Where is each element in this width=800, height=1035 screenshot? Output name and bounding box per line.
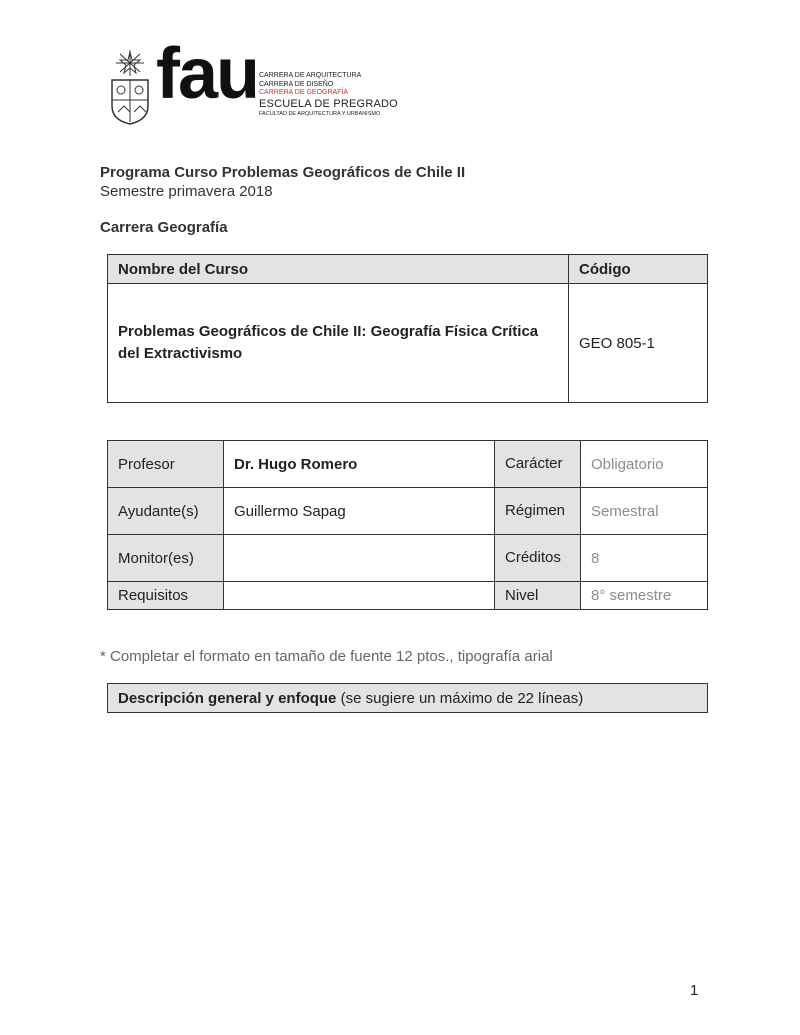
logo-line-arquitectura: CARRERA DE ARQUITECTURA [259,72,362,79]
monitor-value [224,535,495,582]
career-label: Carrera Geografía [100,219,228,236]
description-hint: (se sugiere un máximo de 22 líneas) [340,689,584,707]
course-code-value: GEO 805-1 [569,284,708,403]
nivel-label: Nivel [495,582,581,610]
course-code-header: Código [569,255,708,284]
ayudante-label: Ayudante(s) [108,488,224,535]
fau-logo [108,34,408,130]
caracter-label: Carácter [495,441,581,488]
profesor-label: Profesor [108,441,224,488]
regimen-value: Semestral [581,488,708,535]
creditos-value: 8 [581,535,708,582]
course-name-header: Nombre del Curso [108,255,569,284]
ayudante-value: Guillermo Sapag [224,488,495,535]
logo-line-diseno: CARRERA DE DISEÑO [259,80,334,88]
course-table [107,254,708,403]
table-row [108,582,708,610]
regimen-label: Régimen [495,488,581,535]
caracter-value: Obligatorio [581,441,708,488]
table-row [108,441,708,488]
page-title: Programa Curso Problemas Geográficos de Chile II [100,164,466,181]
creditos-label: Créditos [495,535,581,582]
description-heading: Descripción general y enfoque [118,689,337,707]
requisitos-label: Requisitos [108,582,224,610]
profesor-value: Dr. Hugo Romero [224,441,495,488]
logo-faculty: FACULTAD DE ARQUITECTURA Y URBANISMO [259,110,381,117]
description-table [107,683,708,713]
table-row [108,488,708,535]
semester-label: Semestre primavera 2018 [100,183,273,200]
logo-school: ESCUELA DE PREGRADO [259,97,398,110]
monitor-label: Monitor(es) [108,535,224,582]
logo-line-geografia: CARRERA DE GEOGRAFÍA [259,89,349,96]
logo-text-block [259,72,398,118]
requisitos-value [224,582,495,610]
university-crest-icon [108,50,152,126]
nivel-value: 8° semestre [581,582,708,610]
table-row [108,535,708,582]
page-number: 1 [690,982,699,999]
course-name-value: Problemas Geográficos de Chile II: Geografía Física Crítica del Extractivismo [108,284,569,403]
fau-wordmark: fau [156,34,258,114]
format-note: * Completar el formato en tamaño de fuente 12 ptos., tipografía arial [100,648,553,665]
description-header [108,684,708,713]
course-info-table [107,440,708,610]
